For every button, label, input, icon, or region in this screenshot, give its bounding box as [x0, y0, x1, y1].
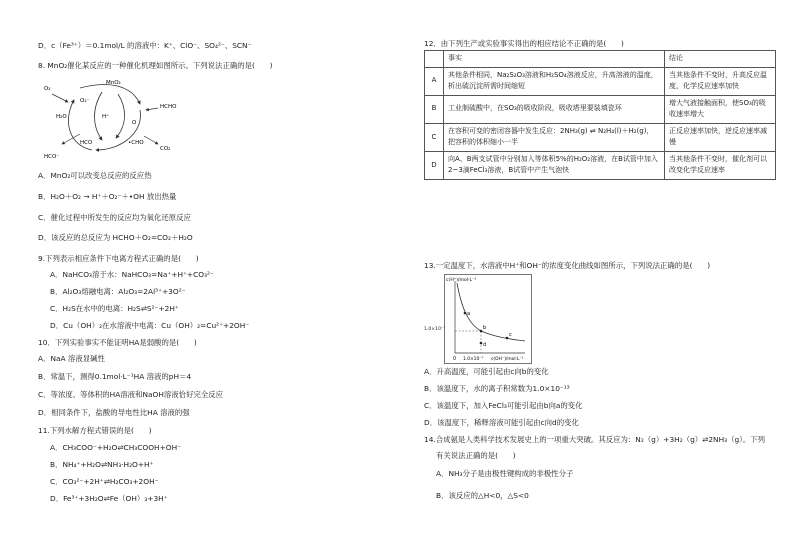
q9-option-b: B．Al₂O₃熔融电离：Al₂O₃=2Al³⁺+3O²⁻ [50, 287, 186, 296]
row-label: A [425, 67, 444, 95]
label-mno2: MnO₂ [106, 80, 121, 86]
q10-option-d: D．相同条件下，盐酸的导电性比HA 溶液的强 [38, 408, 190, 417]
row-label: D [425, 151, 444, 179]
table-header-conclusion: 结论 [665, 51, 776, 68]
q8-option-d: D．该反应的总反应为 HCHO＋O₂=CO₂＋H₂O [38, 233, 193, 242]
q9-option-d: D．Cu（OH）₂在水溶液中电离：Cu（OH）₂=Cu²⁺+2OH⁻ [50, 321, 250, 330]
row-fact: 工业制硫酸中，在SO₃的吸收阶段，吸收塔里要装填瓷环 [444, 95, 665, 123]
row-fact: 其他条件相同，Na₂S₂O₃溶液和H₂SO₄溶液反应，升高溶液的温度，析出硫沉淀所需时间缩短 [444, 67, 665, 95]
label-o2-minus: O₂⁻ [80, 98, 90, 104]
q8-option-a: A．MnO₂可以改变总反应的反应热 [38, 171, 152, 180]
graph-ytick: 1.0×10⁻⁷ [424, 327, 446, 332]
q14-option-b: B．该反应的△H<0，△S<0 [436, 491, 529, 500]
q11-option-a: A．CH₃COO⁻+H₂O⇌CH₃COOH+OH⁻ [50, 443, 182, 452]
q8-option-b: B．H₂O＋O₂ → H⁺＋O₂⁻＋•OH 放出热量 [38, 192, 177, 201]
row-fact: 在容积可变的密闭容器中发生反应：2NH₃(g) ⇌ N₂H₄(l)＋H₂(g)，把容积的体积缩小一半 [444, 123, 665, 151]
label-co2: CO₂ [160, 146, 171, 152]
label-cho-radical: •CHO [128, 140, 144, 146]
graph-origin: 0 [453, 357, 457, 362]
label-o: O [132, 120, 137, 126]
q14-option-a: A．NH₃分子是由极性键构成的非极性分子 [436, 469, 574, 478]
catalysis-diagram [40, 74, 190, 164]
q10-option-b: B．常温下，测得0.1mol·L⁻¹HA 溶液的pH＝4 [38, 372, 192, 381]
q12-stem: 12．由下列生产或实验事实得出的相应结论不正确的是( ) [424, 39, 624, 48]
point-c: c [509, 332, 512, 338]
graph-xtick: 1.0×10⁻⁷ [463, 357, 484, 362]
table-row [425, 123, 776, 151]
q14-stem: 14.合成氨是人类科学技术发展史上的一项重大突破。其反应为：N₂（g）+3H₂（g）⇌2NH₃（g）。下列 [424, 435, 766, 444]
q13-option-a: A．升高温度，可能引起由c向b的变化 [424, 367, 549, 376]
row-conclusion: 当其他条件不变时，升高反应温度，化学反应速率加快 [665, 67, 776, 95]
table-row [425, 67, 776, 95]
q11-option-b: B．NH₄⁺+H₂O⇌NH₃·H₂O+H⁺ [50, 460, 154, 469]
table-cell [425, 51, 444, 68]
point-a: a [467, 311, 471, 317]
table-row [425, 95, 776, 123]
q9-option-c: C．H₂S在水中的电离：H₂S⇌S²⁻+2H⁺ [50, 304, 179, 313]
q13-option-b: B．该温度下，水的离子积常数为1.0×10⁻¹³ [424, 384, 570, 393]
row-label: B [425, 95, 444, 123]
row-conclusion: 当其他条件不变时，催化剂可以改变化学反应速率 [665, 151, 776, 179]
q9-option-a: A．NaHCO₃溶于水：NaHCO₃=Na⁺+H⁺+CO₃²⁻ [50, 270, 214, 279]
graph-ylabel: c(H⁺)/mol·L⁻¹ [446, 278, 477, 283]
graph-xlabel: c(OH⁻)/mol·L⁻¹ [491, 357, 524, 362]
row-fact: 向A、B两支试管中分别加入等体积5%的H₂O₂溶液，在B试管中加入2~3滴FeCl₃溶液，B试管中产生气泡快 [444, 151, 665, 179]
row-conclusion: 正反应速率加快，逆反应速率减慢 [665, 123, 776, 151]
q13-option-d: D．该温度下，稀释溶液可能引起由c向d的变化 [424, 418, 579, 427]
q8-option-c: C．催化过程中所发生的反应均为氧化还原反应 [38, 213, 191, 222]
table-row [425, 151, 776, 179]
q10-option-a: A．NaA 溶液显碱性 [38, 354, 105, 363]
point-b: b [483, 325, 487, 331]
q13-stem: 13.一定温度下，水溶液中H⁺和OH⁻的浓度变化曲线如图所示，下列说法正确的是( ) [424, 261, 711, 270]
q10-option-c: C．等浓度、等体积的HA溶液和NaOH溶液恰好完全反应 [38, 390, 224, 399]
q11-stem: 11.下列水解方程式错误的是( ) [38, 426, 152, 435]
q11-option-d: D．Fe³⁺+3H₂O⇌Fe（OH）₃+3H⁺ [50, 494, 168, 503]
label-h2o: H₂O [56, 114, 67, 120]
q13-graph [444, 274, 532, 364]
point-d: d [483, 342, 487, 348]
row-conclusion: 增大气液接触面积，使SO₃的吸收速率增大 [665, 95, 776, 123]
label-hcho: HCHO [160, 104, 177, 110]
q9-stem: 9.下列表示相应条件下电离方程式正确的是( ) [38, 254, 199, 263]
label-hco-minus: HCO⁻ [44, 154, 60, 160]
table-header-fact: 事实 [444, 51, 665, 68]
q14-stem-cont: 有关说法正确的是( ) [436, 451, 516, 460]
q7-option-d: D．c（Fe³⁺）＝0.1mol/L 的溶液中：K⁺、ClO⁻、SO₄²⁻、SCN⁻ [38, 41, 252, 50]
label-h-plus: H⁺ [102, 114, 110, 120]
q11-option-c: C．CO₃²⁻+2H⁺⇌H₂CO₃+2OH⁻ [50, 477, 159, 486]
label-hco: HCO [80, 140, 93, 146]
q10-stem: 10．下列实验事实不能证明HA是弱酸的是( ) [38, 338, 197, 347]
row-label: C [425, 123, 444, 151]
q8-stem: 8. MnO₂催化某反应的一种催化机理如图所示。下列说法正确的是( ) [38, 61, 273, 70]
q12-table [424, 50, 776, 180]
q13-option-c: C．该温度下，加入FeCl₃可能引起由b向a的变化 [424, 401, 583, 410]
label-o2: O₂ [44, 86, 51, 92]
table-header-row [425, 51, 776, 68]
